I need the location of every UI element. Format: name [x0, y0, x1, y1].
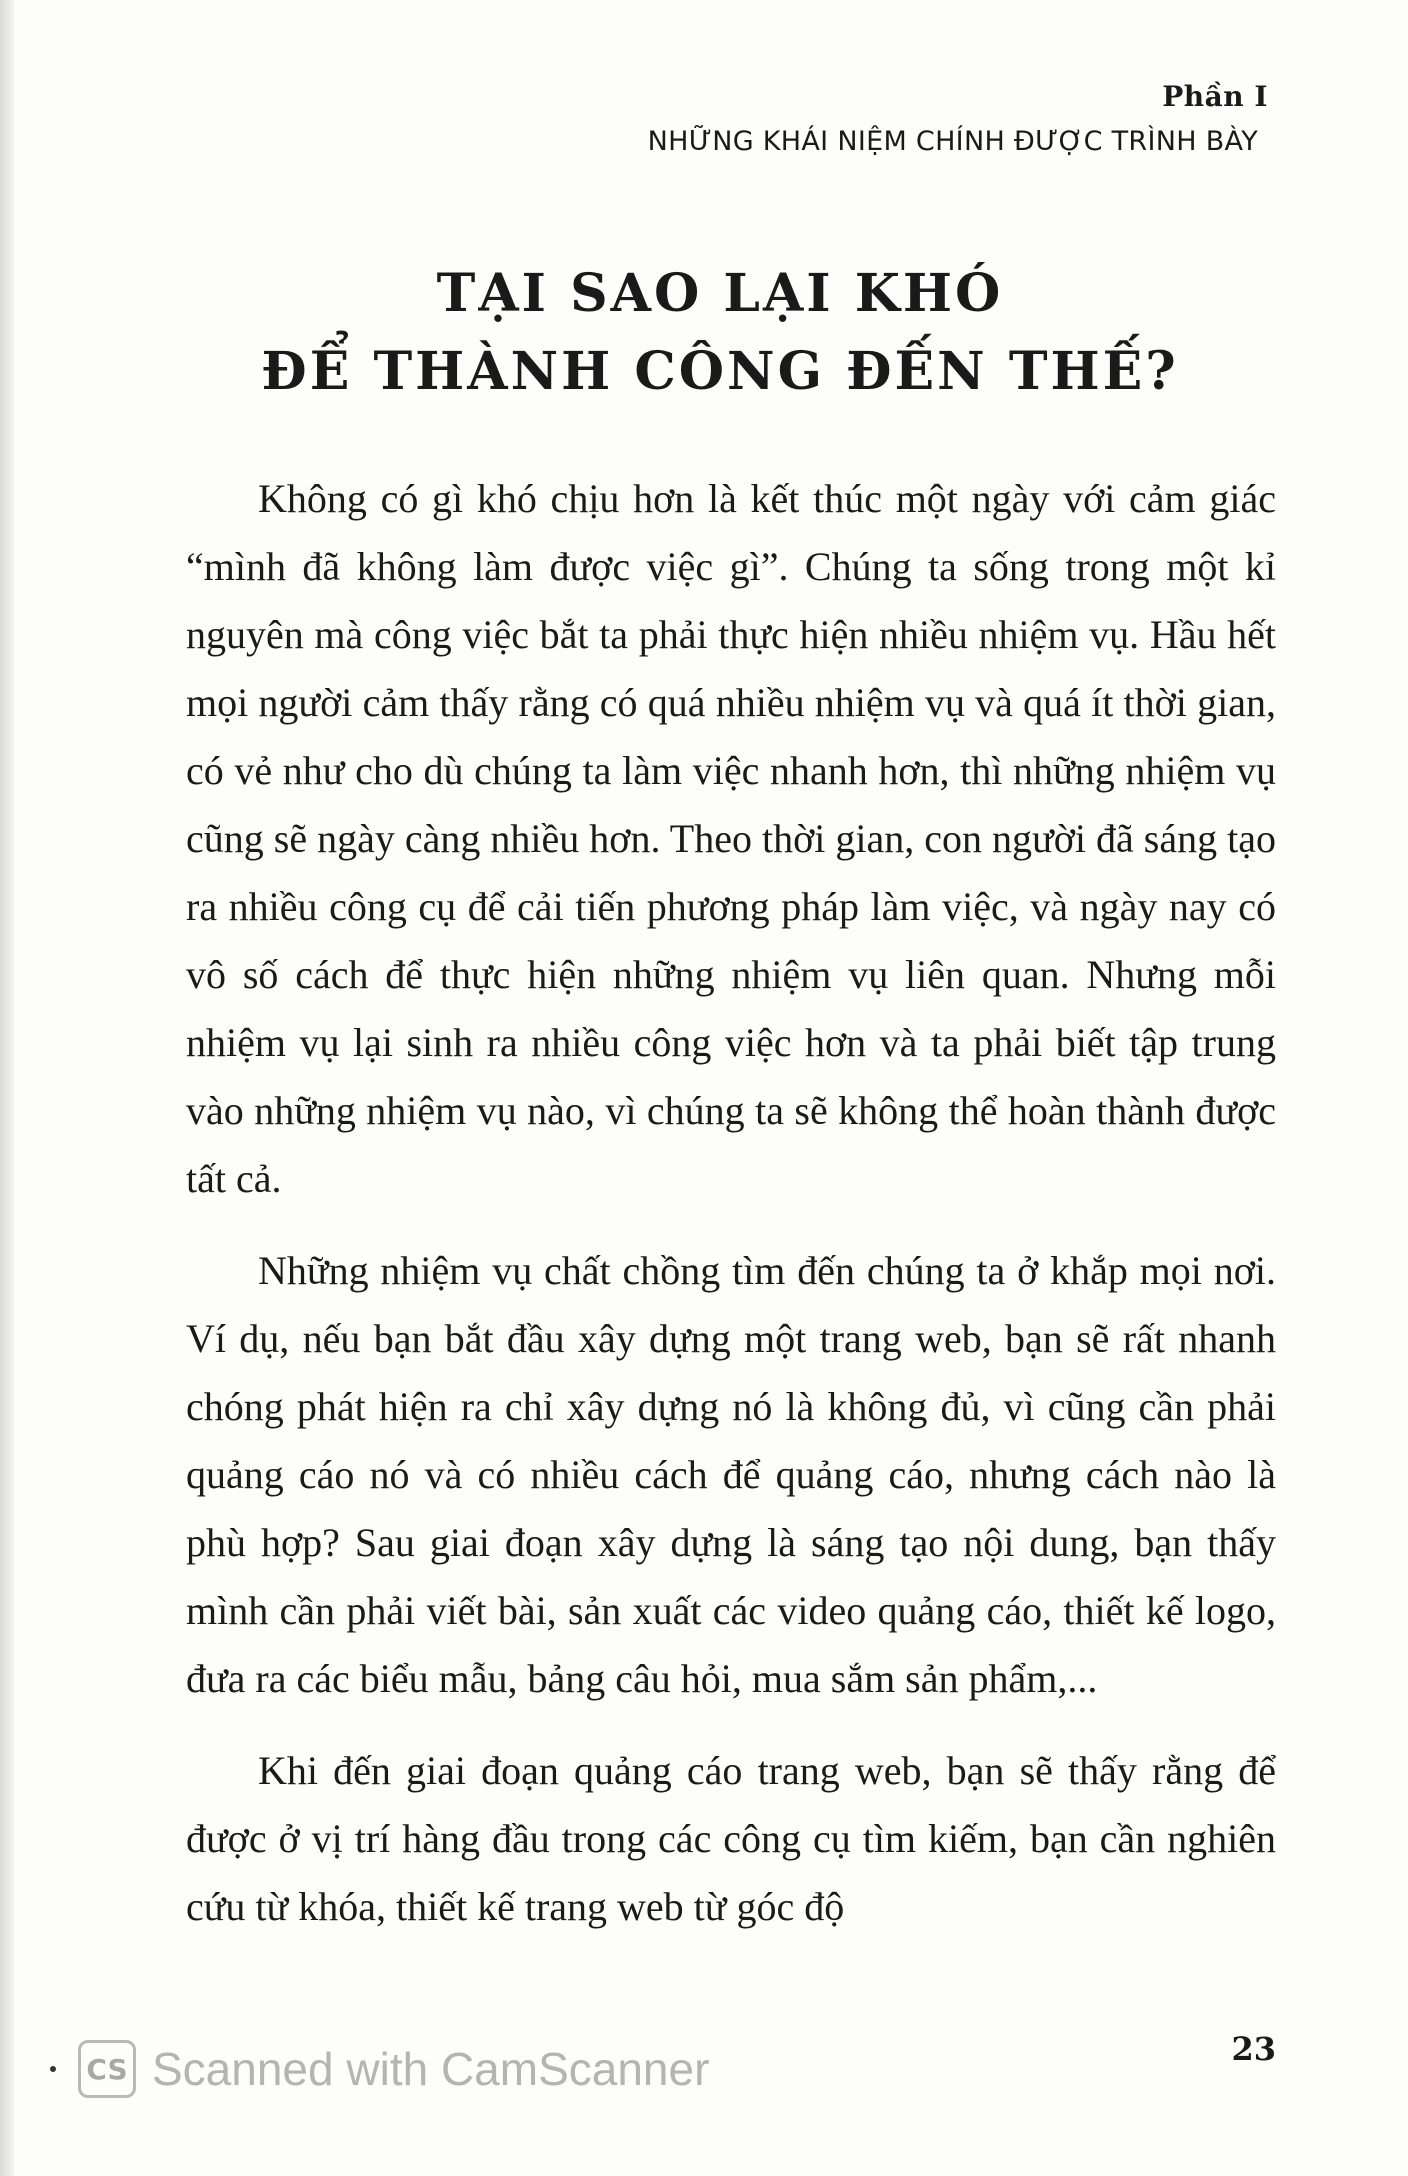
camscanner-watermark: [50, 2040, 709, 2098]
camscanner-logo-icon: CS: [78, 2040, 136, 2098]
chapter-title: [160, 255, 1280, 411]
paragraph-1: Không có gì khó chịu hơn là kết thúc một ngày với cảm giác “mình đã không làm được việc gì”. Chúng ta sống trong một kỉ nguyên mà công việc bắt ta phải thực hiện nhiều nhiệm vụ. Hầu hết mọi người cảm thấy rằng có quá nhiều nhiệm vụ và quá ít thời gian, có vẻ như cho dù chúng ta làm việc nhanh hơn, thì những nhiệm vụ cũng sẽ ngày càng nhiều hơn. Theo thời gian, con người đã sáng tạo ra nhiều công cụ để cải tiến phương pháp làm việc, và ngày nay có vô số cách để thực hiện những nhiệm vụ liên quan. Nhưng mỗi nhiệm vụ lại sinh ra nhiều công việc hơn và ta phải biết tập trung vào những nhiệm vụ nào, vì chúng ta sẽ không thể hoàn thành được tất cả.: [186, 476, 1276, 1201]
paragraph-3: Khi đến giai đoạn quảng cáo trang web, bạn sẽ thấy rằng để được ở vị trí hàng đầu trong các công cụ tìm kiếm, bạn cần nghiên cứu từ khóa, thiết kế trang web từ góc độ: [186, 1748, 1276, 1929]
paragraph-2: Những nhiệm vụ chất chồng tìm đến chúng ta ở khắp mọi nơi. Ví dụ, nếu bạn bắt đầu xây dựng một trang web, bạn sẽ rất nhanh chóng phát hiện ra chỉ xây dựng nó là không đủ, vì cũng cần phải quảng cáo nó và có nhiều cách để quảng cáo, nhưng cách nào là phù hợp? Sau giai đoạn xây dựng là sáng tạo nội dung, bạn thấy mình cần phải viết bài, sản xuất các video quảng cáo, thiết kế logo, đưa ra các biểu mẫu, bảng câu hỏi, mua sắm sản phẩm,...: [186, 1248, 1276, 1701]
chapter-title-line-2: ĐỂ THÀNH CÔNG ĐẾN THẾ?: [261, 341, 1179, 402]
page-edge-shadow: [0, 0, 14, 2176]
page-number: 23: [1231, 2030, 1276, 2068]
part-label: Phần I: [1162, 80, 1268, 113]
chapter-title-line-1: TẠI SAO LẠI KHÓ: [436, 263, 1004, 324]
part-subtitle: NHỮNG KHÁI NIỆM CHÍNH ĐƯỢC TRÌNH BÀY: [647, 126, 1258, 157]
watermark-text: Scanned with CamScanner: [152, 2043, 710, 2095]
scan-dot: [50, 2066, 56, 2072]
body-text: [186, 465, 1276, 1965]
